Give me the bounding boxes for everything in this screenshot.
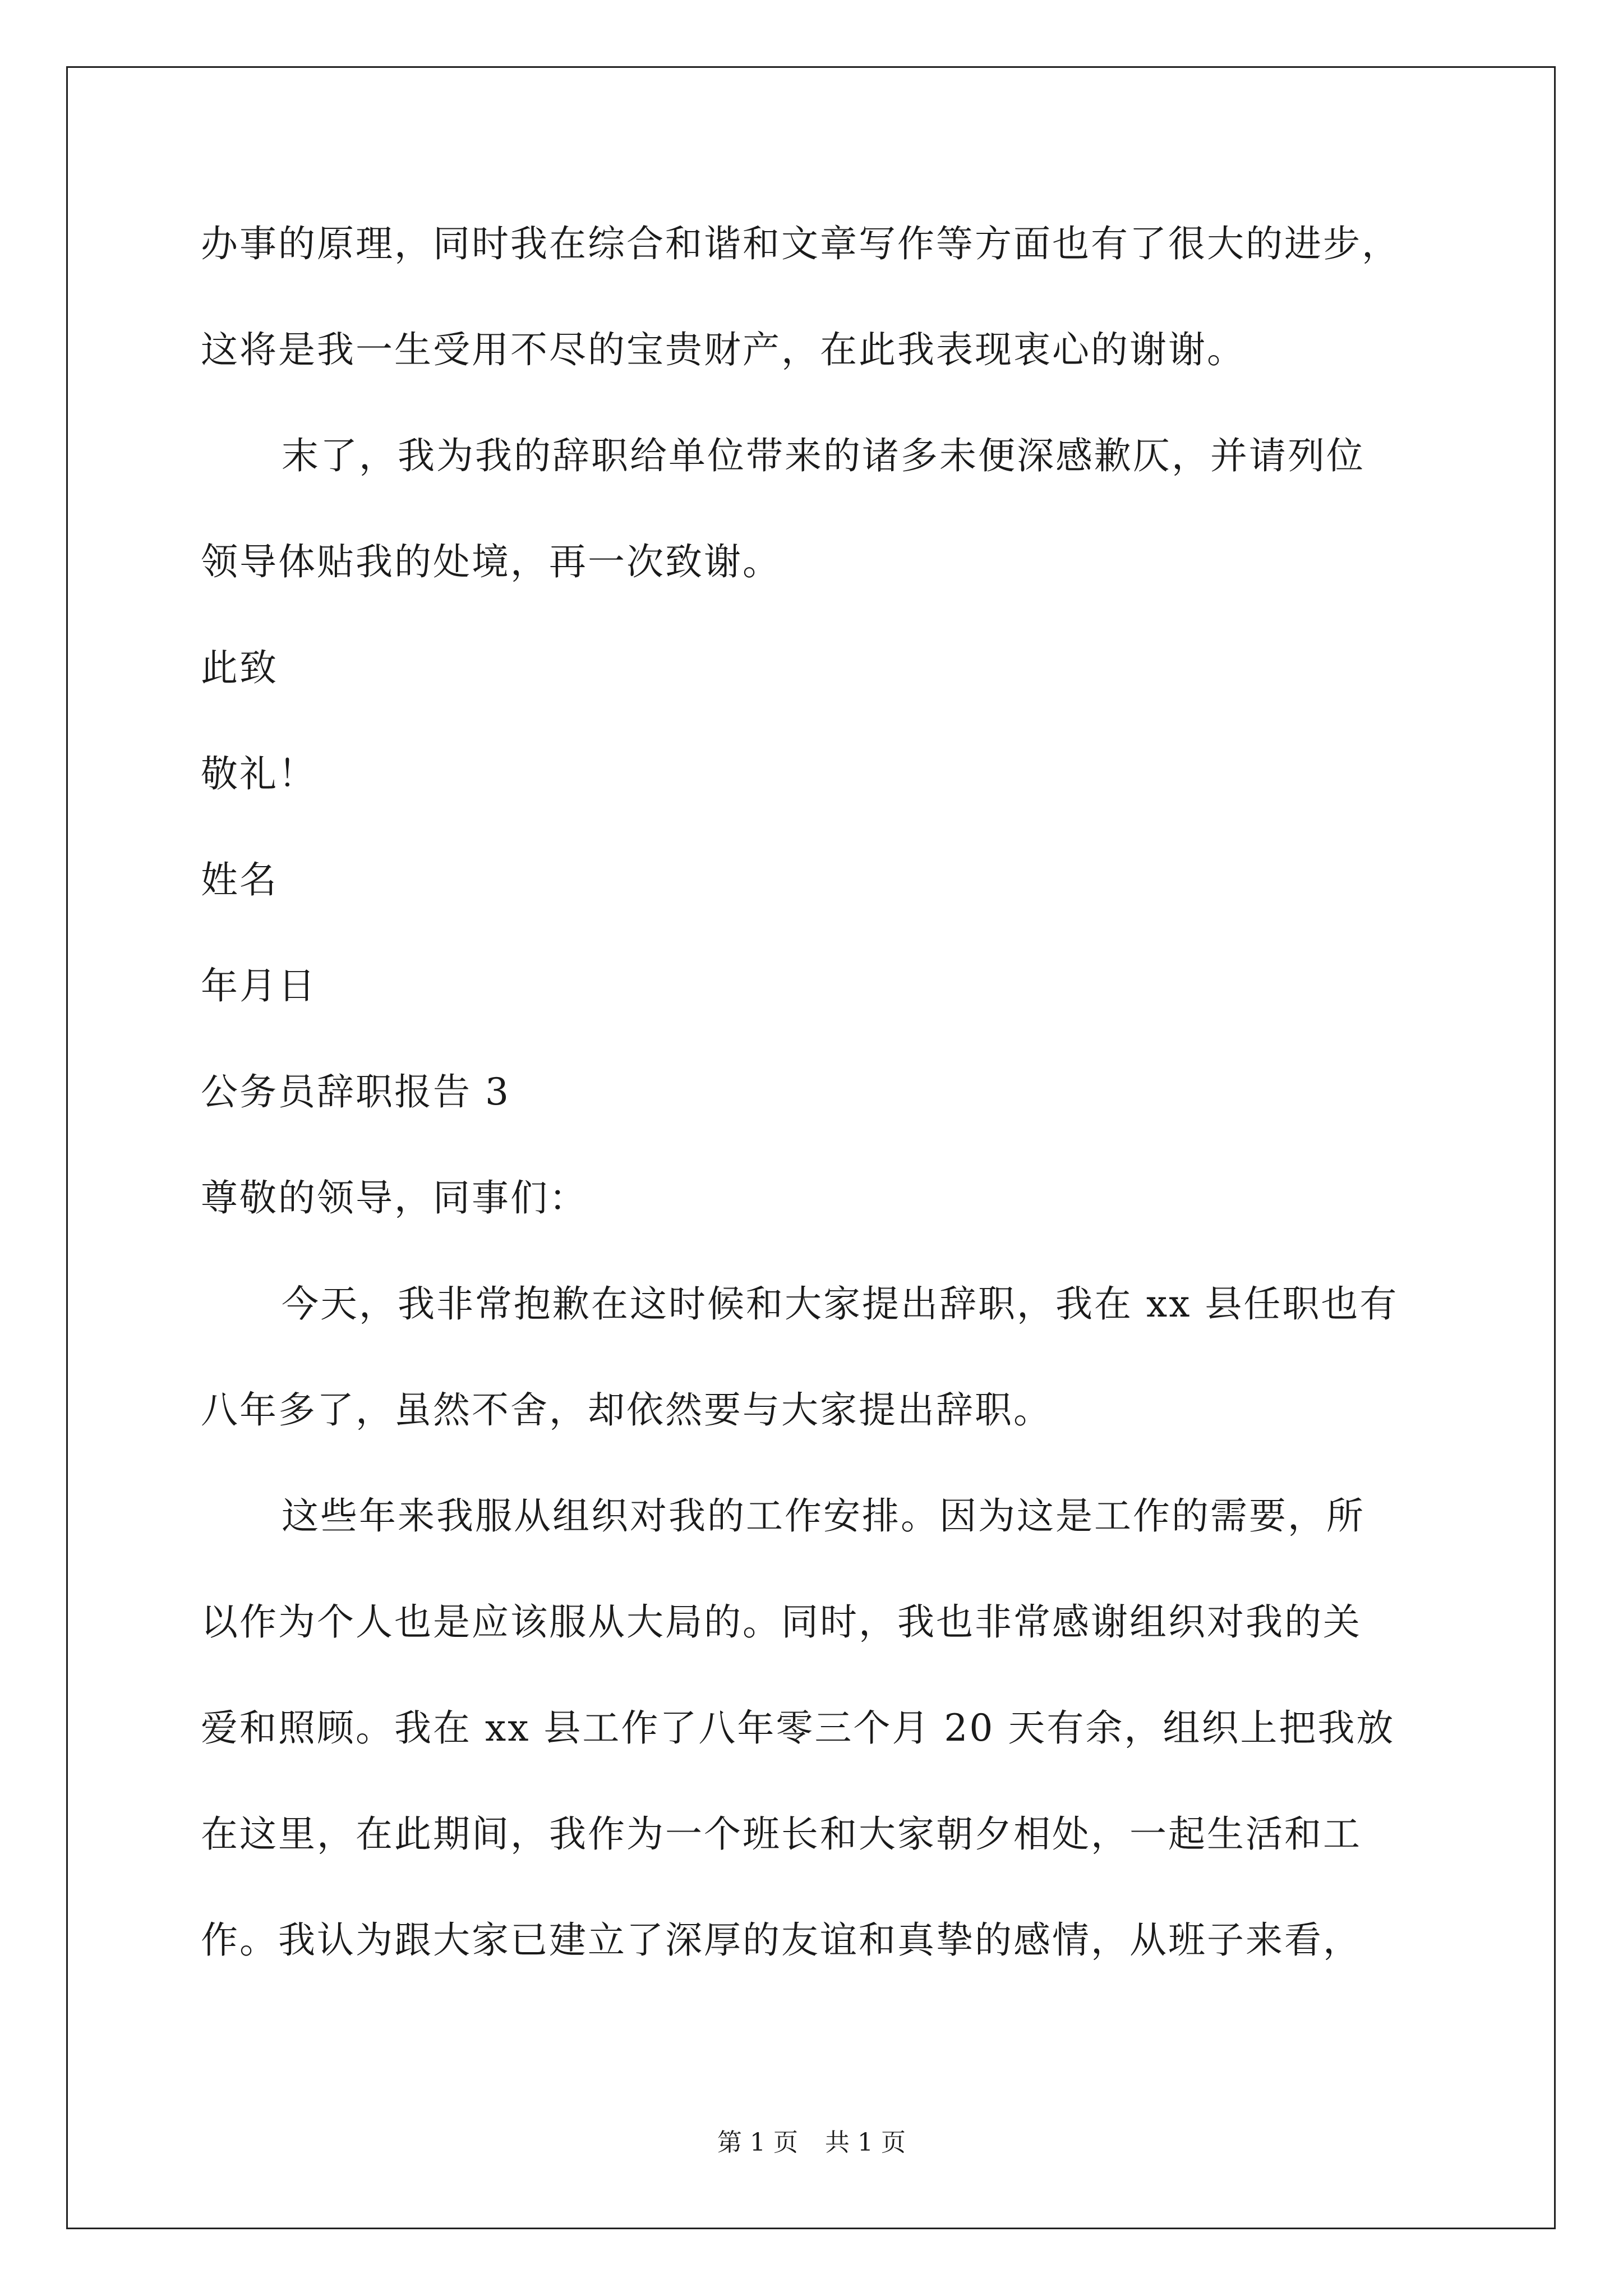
text-line: 领导体贴我的处境，再一次致谢。 [201,540,781,583]
text-line: 在这里，在此期间，我作为一个班长和大家朝夕相处，一起生活和工 [201,1812,1362,1856]
signature-date: 年月日 [201,964,317,1007]
signature-name: 姓名 [201,858,278,901]
page-total: 共 1 页 [825,2128,906,2157]
text-line: 这将是我一生受用不尽的宝贵财产，在此我表现衷心的谢谢。 [201,328,1246,371]
page-number: 第 1 页 [717,2128,798,2157]
salutation-line: 此致 [201,646,278,689]
text-line: 末了，我为我的辞职给单位带来的诸多未便深感歉仄，并请列位 [282,434,1365,477]
salutation-line: 敬礼！ [201,752,317,795]
text-line: 这些年来我服从组织对我的工作安排。因为这是工作的需要，所 [282,1494,1365,1538]
document-body [201,191,1435,1993]
text-line: 作。我认为跟大家已建立了深厚的友谊和真挚的感情，从班子来看， [201,1918,1362,1962]
text-line: 以作为个人也是应该服从大局的。同时，我也非常感谢组织对我的关 [201,1600,1362,1644]
text-line: 八年多了，虽然不舍，却依然要与大家提出辞职。 [201,1388,1052,1432]
section-title: 公务员辞职报告 3 [201,1070,510,1114]
text-line: 办事的原理，同时我在综合和谐和文章写作等方面也有了很大的进步， [201,222,1400,265]
text-line: 今天，我非常抱歉在这时候和大家提出辞职，我在 xx 县任职也有 [282,1282,1399,1326]
page-footer [0,2126,1623,2160]
greeting-line: 尊敬的领导，同事们： [201,1176,588,1220]
text-line: 爱和照顾。我在 xx 县工作了八年零三个月 20 天有余，组织上把我放 [201,1706,1395,1750]
